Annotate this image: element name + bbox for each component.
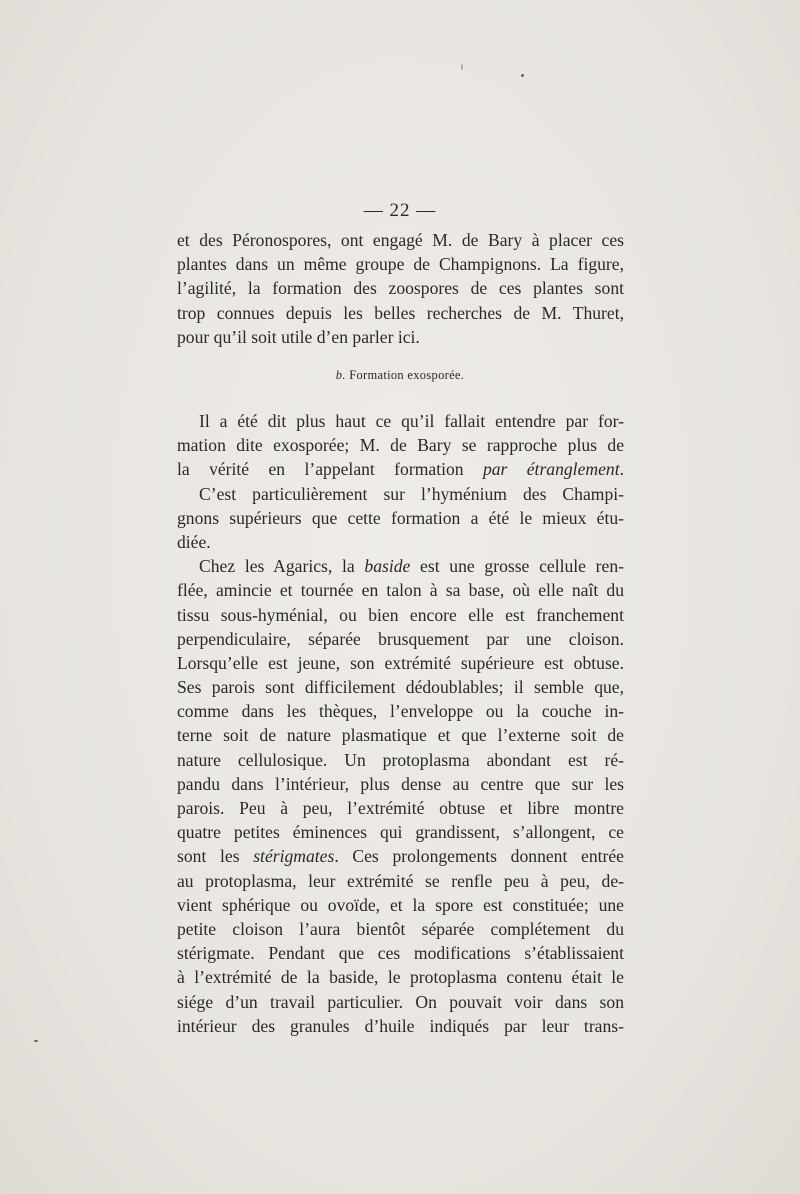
paper-speck bbox=[461, 64, 463, 70]
text-line: intérieur des granules d’huile indiqués par leur trans- bbox=[177, 1015, 624, 1036]
section-title: Formation exosporée. bbox=[349, 368, 465, 382]
text-line: et des Péronospores, ont engagé M. de Bary à placer ces bbox=[177, 230, 624, 250]
text-line: nature cellulosique. Un protoplasma abondant est ré- bbox=[177, 749, 624, 770]
paragraph-top bbox=[177, 228, 624, 349]
text-line: quatre petites éminences qui grandissent, s’allongent, ce bbox=[177, 822, 624, 843]
text-line: diée. bbox=[177, 531, 211, 552]
text-line: C’est particulièrement sur l’hyménium des Champi- bbox=[199, 483, 624, 504]
text-line: au protoplasma, leur extrémité se renfle peu à peu, de- bbox=[177, 870, 624, 891]
main-text bbox=[177, 409, 624, 1038]
text-line: siége d’un travail particulier. On pouvait voir dans son bbox=[177, 991, 624, 1012]
text-line: trop connues depuis les belles recherches de M. Thuret, bbox=[177, 302, 624, 323]
text-line: stérigmate. Pendant que ces modifications s’établissaient bbox=[177, 943, 624, 964]
text-line: comme dans les thèques, l’enveloppe ou la couche in- bbox=[177, 701, 624, 722]
text-line: perpendiculaire, séparée brusquement par une cloison. bbox=[177, 628, 624, 649]
text-run: . bbox=[619, 459, 624, 480]
text-line: l’agilité, la formation des zoospores de ces plantes sont bbox=[177, 278, 624, 299]
paper-speck bbox=[34, 1040, 38, 1042]
page-number: — 22 — bbox=[363, 200, 437, 221]
text-run: est une grosse cellule ren- bbox=[410, 556, 624, 577]
text-line: pandu dans l’intérieur, plus dense au centre que sur les bbox=[177, 773, 624, 794]
text-line: Lorsqu’elle est jeune, son extrémité supérieure est obtuse. bbox=[177, 652, 624, 673]
text-line: gnons supérieurs que cette formation a été le mieux étu- bbox=[177, 507, 624, 528]
text-line: Ses parois sont difficilement dédoublables; il semble que, bbox=[177, 677, 624, 698]
text-run: . Ces prolongements donnent entrée bbox=[334, 846, 624, 867]
text-line bbox=[177, 554, 624, 578]
text-line bbox=[177, 844, 624, 868]
text-line: tissu sous-hyménial, ou bien encore elle est franchement bbox=[177, 604, 624, 625]
italic-term: stérigmates bbox=[253, 846, 335, 867]
text-line: plantes dans un même groupe de Champignons. La figure, bbox=[177, 254, 624, 275]
text-run: la vérité en l’appelant formation bbox=[177, 459, 483, 480]
paper-speck bbox=[521, 74, 524, 77]
italic-term: baside bbox=[364, 556, 411, 577]
text-line: flée, amincie et tournée en talon à sa base, où elle naît du bbox=[177, 580, 624, 601]
italic-term: par étranglement bbox=[482, 459, 620, 480]
text-run: Chez les Agarics, la bbox=[199, 556, 365, 577]
text-line: mation dite exosporée; M. de Bary se rapproche plus de bbox=[177, 435, 624, 456]
text-line: petite cloison l’aura bientôt séparée complétement du bbox=[177, 918, 624, 939]
text-line bbox=[177, 457, 624, 481]
text-line: pour qu’il soit utile d’en parler ici. bbox=[177, 326, 420, 347]
text-run: sont les bbox=[177, 846, 254, 867]
section-marker: b. bbox=[335, 368, 346, 382]
text-line: à l’extrémité de la baside, le protoplasma contenu était le bbox=[177, 967, 624, 988]
section-heading bbox=[0, 368, 800, 383]
text-line: vient sphérique ou ovoïde, et la spore est constituée; une bbox=[177, 894, 624, 915]
text-line: terne soit de nature plasmatique et que l’externe soit de bbox=[177, 725, 624, 746]
text-line: parois. Peu à peu, l’extrémité obtuse et libre montre bbox=[177, 798, 624, 818]
text-line: Il a été dit plus haut ce qu’il fallait entendre par for- bbox=[199, 411, 624, 431]
